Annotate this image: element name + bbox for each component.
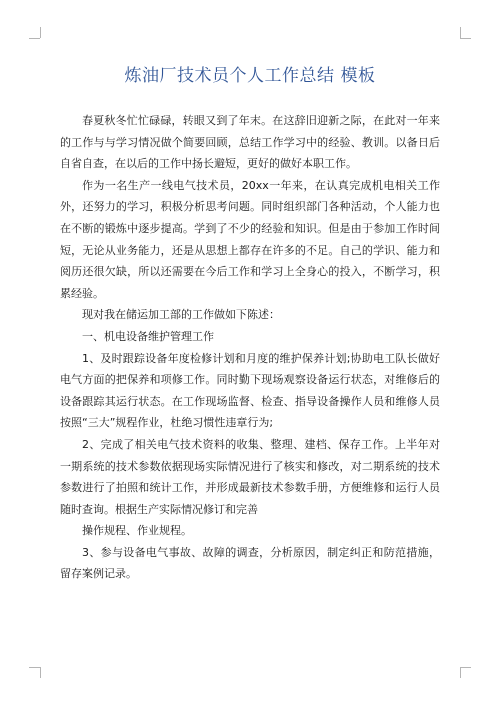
- paragraph-item-3: 3、参与设备电气事故、故障的调查，分析原因，制定纠正和防范措施，留存案例记录。: [60, 545, 440, 581]
- corner-mark-bottom-right-h: [460, 667, 471, 668]
- corner-mark-top-right-h: [460, 38, 471, 39]
- paragraph-item-2-cont: 操作规程、作业规程。: [82, 524, 192, 538]
- paragraph-item-2: 2、完成了相关电气技术资料的收集、整理、建档、保存工作。上半年对一期系统的技术参数依据现场实际情况进行了核实和修改，对二期系统的技术参数进行了拍照和统计工作，并形成最新技术参数手册，方便维修和运行人员随时查询。根据生产实际情况修订和完善: [60, 437, 440, 516]
- paragraph-statement: 现对我在储运加工部的工作做如下陈述：: [82, 308, 280, 322]
- corner-mark-top-left-h: [29, 38, 40, 39]
- corner-mark-bottom-left-h: [29, 667, 40, 668]
- paragraph-intro: 春夏秋冬忙忙碌碌，转眼又到了年末。在这辞旧迎新之际，在此对一年来的工作与与学习情况做个简要回顾，总结工作学习中的经验、教训。以备日后自省自查，在以后的工作中扬长避短，更好的做好本职工作。: [60, 114, 440, 171]
- document-body: [60, 110, 440, 585]
- section-heading-1: 一、机电设备维护管理工作: [82, 329, 214, 343]
- corner-mark-top-left-v: [40, 27, 41, 38]
- paragraph-role: 作为一名生产一线电气技术员，20xx一年来，在认真完成机电相关工作外，还努力的学习，积极分析思考问题。同时组织部门各种活动，个人能力也在不断的锻炼中逐步提高。学到了不少的经验和知识。但是由于参加工作时间短，无论从业务能力，还是从思想上都存在许多的不足。自己的学识、能力和阅历还很欠缺，所以还需要在今后工作和学习上全身心的投入，不断学习，积累经验。: [60, 178, 440, 300]
- corner-mark-bottom-left-v: [40, 667, 41, 678]
- corner-mark-top-right-v: [460, 27, 461, 38]
- document-title: 炼油厂技术员个人工作总结 模板: [124, 66, 376, 86]
- paragraph-item-1: 1、及时跟踪设备年度检修计划和月度的维护保养计划;协助电工队长做好电气方面的把保养和项修工作。同时勤下现场观察设备运行状态，对维修后的设备跟踪其运行状态。在工作现场监督、检查、指导设备操作人员和维修人员按照“三大”规程作业，杜绝习惯性违章行为;: [60, 351, 440, 430]
- corner-mark-bottom-right-v: [460, 667, 461, 678]
